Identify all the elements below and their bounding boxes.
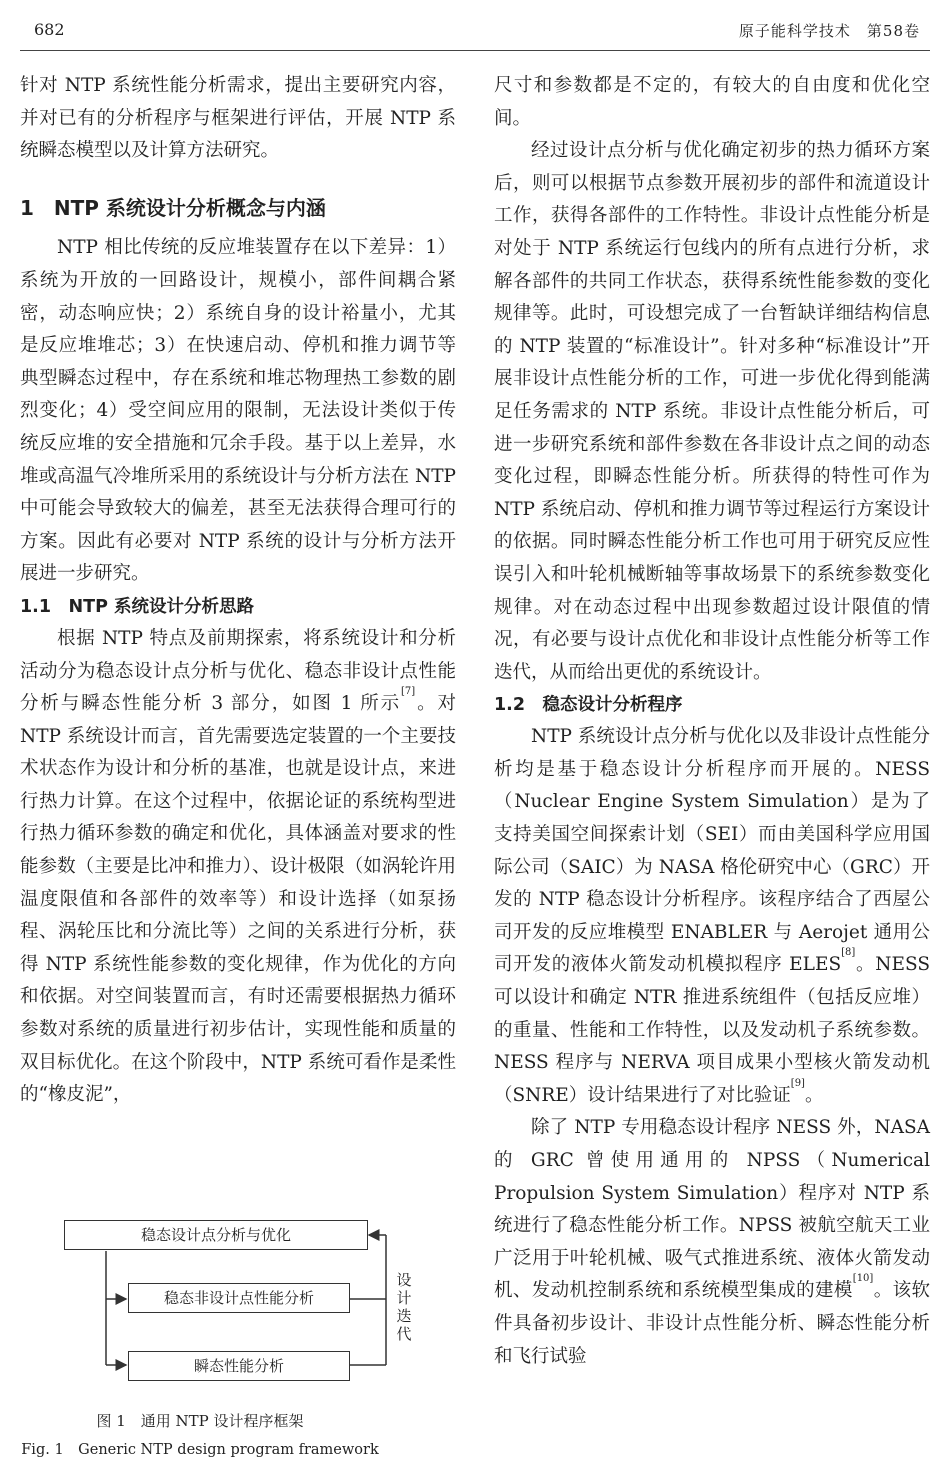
paragraph (494, 721, 930, 1112)
citation[interactable]: [7] (401, 686, 416, 698)
left-column (20, 70, 456, 1112)
figure-caption-en: Fig. 1 Generic NTP design program framework (21, 1442, 379, 1458)
text: 。该软件具备初步设计、非设计点性能分析、瞬态性能分析和飞行试验 (494, 1280, 930, 1367)
citation[interactable]: [8] (841, 947, 856, 959)
intro-paragraph: 针对 NTP 系统性能分析需求，提出主要研究内容，并对已有的分析程序与框架进行评估，开展 NTP 系统瞬态模型以及计算方法研究。 (20, 75, 456, 162)
text: NTP 系统设计点分析与优化以及非设计点性能分析均是基于稳态设计分析程序而开展的。NESS（Nuclear Engine System Simulation）是为了支持美国空间探索计划（SEI）而由美国科学应用国际公司（SAIC）为 NASA 格伦研究中心（GRC）开发的 NTP 稳态设计分析程序。该程序结合了西屋公司开发的反应堆模型 ENABLER 与 Aerojet 通用公司开发的液体火箭发动机模拟程序 ELES (494, 726, 930, 976)
journal-header: 原子能科学技术 第58卷 (738, 22, 920, 40)
paragraph (20, 623, 456, 1112)
paragraph: 经过设计点分析与优化确定初步的热力循环方案后，则可以根据节点参数开展初步的部件和流道设计工作，获得各部件的工作特性。非设计点性能分析是对处于 NTP 系统运行包线内的所有点进行分析，求解各部件的共同工作状态，获得系统性能参数的变化规律等。此时，可设想完成了一台暂缺详细结构信息的 NTP 装置的“标准设计”。针对多种“标准设计”开展非设计点性能分析的工作，可进一步优化得到能满足任务需求的 NTP 系统。非设计点性能分析后，可进一步研究系统和部件参数在各非设计点之间的动态变化过程，即瞬态性能分析。所获得的特性可作为 NTP 系统启动、停机和推力调节等过程运行方案设计的依据。同时瞬态性能分析工作也可用于研究反应性误引入和叶轮机械断轴等事故场景下的系统参数变化规律。对在动态过程中出现参数超过设计限值的情况，有必要与设计点优化和非设计点性能分析等工作迭代，从而给出更优的系统设计。 (494, 140, 930, 683)
design-iteration-label: 设计迭代 (396, 1271, 412, 1343)
figure-1 (20, 1215, 456, 1465)
figure-caption-cn: 图 1 通用 NTP 设计程序框架 (96, 1412, 304, 1430)
text: 。NESS 可以设计和确定 NTR 推进系统组件（包括反应堆）的重量、性能和工作特性，以及发动机子系统参数。NESS 程序与 NERVA 项目成果小型核火箭发动机（SNRE）设计结果进行了对比验证 (494, 954, 930, 1106)
paragraph: NTP 相比传统的反应堆装置存在以下差异：1）系统为开放的一回路设计，规模小，部件间耦合紧密，动态响应快；2）系统自身的设计裕量小，尤其是反应堆堆芯；3）在快速启动、停机和推力调节等典型瞬态过程中，存在系统和堆芯物理热工参数的剧烈变化；4）受空间应用的限制，无法设计类似于传统反应堆的安全措施和冗余手段。基于以上差异，水堆或高温气冷堆所采用的系统设计与分析方法在 NTP 中可能会导致较大的偏差，甚至无法获得合理可行的方案。因此有必要对 NTP 系统的设计与分析方法开展进一步研究。 (20, 237, 456, 585)
design-point-box: 稳态设计点分析与优化 (64, 1220, 368, 1250)
text: 。 (804, 1084, 824, 1106)
paragraph (494, 1112, 930, 1373)
citation[interactable]: [10] (852, 1273, 874, 1285)
text: 除了 NTP 专用稳态设计程序 NESS 外，NASA 的 GRC 曾使用通用的 NPSS（Numerical Propulsion System Simulation）程序对 NTP 系统进行了稳态性能分析工作。NPSS 被航空航天工业广泛用于叶轮机械、吸气式推进系统、液体火箭发动机、发动机控制系统和系统模型集成的建模 (494, 1117, 930, 1302)
text: 。对 NTP 系统设计而言，首先需要选定装置的一个主要技术状态作为设计和分析的基准，也就是设计点，来进行热力计算。在这个过程中，依据论证的系统构型进行热力循环参数的确定和优化，具体涵盖对要求的性能参数（主要是比冲和推力）、设计极限（如涡轮许用温度限值和各部件的效率等）和设计选择（如泵扬程、涡轮压比和分流比等）之间的关系进行分析，获得 NTP 系统性能参数的变化规律，作为优化的方向和依据。对空间装置而言，有时还需要根据热力循环参数对系统的质量进行初步估计，实现性能和质量的双目标优化。在这个阶段中，NTP 系统可看作是柔性的“橡皮泥”， (20, 693, 456, 1106)
section-1-2-heading: 1.2 稳态设计分析程序 (494, 695, 683, 716)
off-design-box: 稳态非设计点性能分析 (128, 1283, 350, 1313)
citation[interactable]: [9] (790, 1077, 805, 1089)
header-rule (20, 50, 930, 51)
text: 根据 NTP 特点及前期探索，将系统设计和分析活动分为稳态设计点分析与优化、稳态非设计点性能分析与瞬态性能分析 3 部分，如图 1 所示 (20, 627, 456, 715)
right-column (494, 70, 930, 1373)
section-1-1-heading: 1.1 NTP 系统设计分析思路 (20, 596, 255, 617)
section-1-heading: 1 NTP 系统设计分析概念与内涵 (20, 195, 326, 220)
page-number: 682 (34, 20, 65, 39)
transient-box: 瞬态性能分析 (128, 1351, 350, 1381)
paragraph-continued: 尺寸和参数都是不定的，有较大的自由度和优化空间。 (494, 75, 930, 129)
